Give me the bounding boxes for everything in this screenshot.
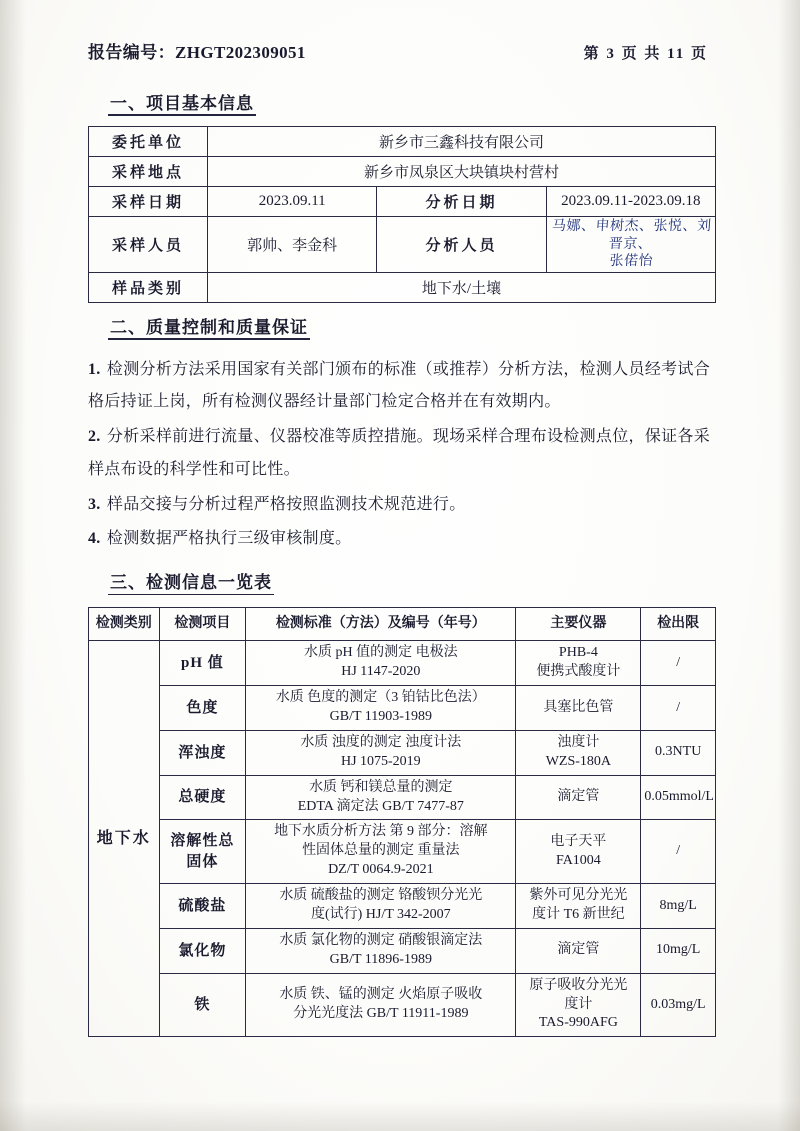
table-row	[89, 686, 716, 731]
cell-standard	[246, 820, 516, 884]
instrument-line-1: 滴定管	[557, 942, 600, 958]
label-client-unit: 委托单位	[89, 127, 208, 157]
instrument-line-1: 原子吸收分光光	[529, 977, 628, 993]
cell-limit: /	[641, 641, 716, 686]
page-edge-shadow-right	[778, 0, 800, 1131]
cell-standard	[246, 928, 516, 973]
qc-item-text: 检测分析方法采用国家有关部门颁布的标准（或推荐）分析方法，检测人员经考试合格后持证上岗，所有检测仪器经计量部门检定合格并在有效期内。	[88, 360, 711, 411]
cell-standard	[246, 884, 516, 929]
cell-limit: 10mg/L	[641, 928, 716, 973]
page-edge-shadow-left	[0, 0, 26, 1131]
cell-limit: 8mg/L	[641, 884, 716, 929]
instrument-line-2: 度计	[564, 996, 593, 1012]
standard-line-1: 水质 pH 值的测定 电极法	[304, 645, 458, 661]
label-sampling-staff: 采样人员	[89, 217, 208, 273]
instrument-line-1: 具塞比色管	[543, 699, 614, 715]
standard-line-2: 性固体总量的测定 重量法	[302, 843, 460, 859]
instrument-line-2: 便携式酸度计	[536, 664, 621, 680]
qc-item-text: 样品交接与分析过程严格按照监测技术规范进行。	[106, 495, 466, 513]
column-header-limit: 检出限	[641, 608, 716, 641]
table-row	[89, 730, 716, 775]
table-header-row	[89, 608, 716, 641]
standard-line-2: 度(试行) HJ/T 342-2007	[310, 906, 451, 922]
label-analysis-date: 分析日期	[377, 187, 546, 217]
cell-instrument	[516, 775, 641, 820]
standard-line-1: 水质 硫酸盐的测定 铬酸钡分光光	[279, 888, 483, 904]
standard-line-3: DZ/T 0064.9-2021	[328, 862, 434, 878]
cell-instrument	[516, 928, 641, 973]
qc-item-text: 检测数据严格执行三级审核制度。	[106, 530, 352, 548]
cell-limit: 0.03mg/L	[641, 973, 716, 1037]
cell-instrument	[516, 641, 641, 686]
report-number: 报告编号：ZHGT202309051	[88, 43, 306, 62]
standard-line-2: 分光光度法 GB/T 11911-1989	[293, 1005, 469, 1021]
instrument-line-1: PHB-4	[558, 645, 598, 661]
cell-item: 浑浊度	[159, 730, 246, 775]
column-header-instrument: 主要仪器	[516, 608, 641, 641]
qc-item-text: 分析采样前进行流量、仪器校准等质控措施。现场采样合理布设检测点位，保证各采样点布设的科学性和可比性。	[88, 428, 711, 478]
list-item	[88, 523, 716, 556]
cell-standard	[246, 973, 516, 1037]
value-client-unit: 新乡市三鑫科技有限公司	[208, 127, 716, 157]
standard-line-1: 水质 色度的测定（3 铂钴比色法）	[275, 690, 486, 706]
table-row	[89, 272, 716, 302]
instrument-line-1: 浊度计	[557, 734, 600, 750]
instrument-line-1: 紫外可见分光光	[529, 888, 628, 904]
section-heading-quality-control: 二、质量控制和质量保证	[110, 313, 308, 338]
value-sampling-location: 新乡市凤泉区大块镇块村营村	[208, 157, 716, 187]
standard-line-1: 水质 氯化物的测定 硝酸银滴定法	[279, 932, 483, 948]
standard-line-1: 水质 浊度的测定 浊度计法	[300, 734, 462, 750]
cell-item: 氯化物	[159, 928, 246, 973]
cell-item: 铁	[159, 973, 246, 1037]
label-analysis-staff: 分析人员	[377, 217, 546, 273]
document-header	[88, 38, 716, 63]
qc-item-number: 2.	[88, 428, 101, 446]
list-item	[88, 421, 716, 487]
cell-instrument	[516, 973, 641, 1037]
quality-control-list	[88, 354, 716, 557]
standard-line-2: HJ 1075-2019	[340, 753, 421, 769]
cell-standard	[246, 730, 516, 775]
basic-info-table	[88, 126, 716, 303]
page-number: 第 3 页 共 11 页	[583, 46, 708, 62]
standard-line-1: 地下水质分析方法 第 9 部分：溶解	[274, 824, 488, 840]
detection-info-table	[88, 607, 716, 1037]
section-heading-detection-info: 三、检测信息一览表	[110, 568, 272, 593]
value-analysis-date: 2023.09.11-2023.09.18	[546, 187, 715, 217]
cell-standard	[246, 641, 516, 686]
cell-standard	[246, 775, 516, 820]
table-row	[89, 820, 716, 884]
label-sample-category: 样品类别	[89, 272, 208, 302]
value-sampling-staff: 郭帅、李金科	[208, 217, 377, 273]
document-content	[88, 38, 716, 1037]
value-sampling-date: 2023.09.11	[208, 187, 377, 217]
standard-line-2: EDTA 滴定法 GB/T 7477-87	[297, 798, 464, 814]
list-item	[88, 354, 716, 420]
analysis-staff-line-2: 张偌怡	[608, 253, 654, 269]
column-header-item: 检测项目	[159, 608, 246, 641]
instrument-line-3: TAS-990AFG	[538, 1015, 618, 1031]
qc-item-number: 3.	[88, 495, 101, 513]
cell-item: 总硬度	[159, 775, 246, 820]
cell-limit: /	[641, 820, 716, 884]
qc-item-number: 4.	[88, 530, 101, 548]
table-row	[89, 187, 716, 217]
cell-item: pH 值	[159, 641, 246, 686]
table-row	[89, 157, 716, 187]
page-edge-shadow-bottom	[0, 1101, 800, 1131]
section-heading-basic-info: 一、项目基本信息	[110, 89, 254, 114]
instrument-line-1: 电子天平	[550, 833, 607, 849]
cell-instrument	[516, 730, 641, 775]
column-header-standard: 检测标准（方法）及编号（年号）	[246, 608, 516, 641]
cell-item: 色度	[159, 686, 246, 731]
table-row	[89, 775, 716, 820]
label-sampling-location: 采样地点	[89, 157, 208, 187]
table-row	[89, 973, 716, 1037]
qc-item-number: 1.	[88, 360, 101, 378]
table-row	[89, 928, 716, 973]
table-row	[89, 217, 716, 273]
cell-item: 硫酸盐	[159, 884, 246, 929]
cell-instrument	[516, 686, 641, 731]
cell-standard	[246, 686, 516, 731]
standard-line-1: 水质 铁、锰的测定 火焰原子吸收	[279, 987, 483, 1003]
table-row	[89, 884, 716, 929]
cell-instrument	[516, 820, 641, 884]
analysis-staff-line-1: 马娜、申树杰、张悦、刘晋京、	[551, 218, 712, 252]
label-sampling-date: 采样日期	[89, 187, 208, 217]
cell-instrument	[516, 884, 641, 929]
cell-item: 溶解性总固体	[159, 820, 246, 884]
cell-limit: 0.3NTU	[641, 730, 716, 775]
cell-limit: /	[641, 686, 716, 731]
list-item	[88, 489, 716, 522]
standard-line-2: HJ 1147-2020	[341, 664, 421, 680]
cell-limit: 0.05mmol/L	[641, 775, 716, 820]
instrument-line-1: 滴定管	[557, 789, 600, 805]
instrument-line-2: WZS-180A	[545, 753, 612, 769]
cell-category-groundwater: 地下水	[89, 641, 160, 1037]
instrument-line-2: 度计 T6 新世纪	[532, 906, 625, 922]
table-row	[89, 127, 716, 157]
instrument-line-2: FA1004	[555, 852, 601, 868]
value-sample-category: 地下水/土壤	[208, 272, 716, 302]
table-row	[89, 641, 716, 686]
value-analysis-staff	[546, 217, 715, 273]
standard-line-1: 水质 钙和镁总量的测定	[309, 779, 453, 795]
standard-line-2: GB/T 11896-1989	[329, 951, 432, 967]
column-header-category: 检测类别	[89, 608, 160, 641]
standard-line-2: GB/T 11903-1989	[329, 708, 432, 724]
